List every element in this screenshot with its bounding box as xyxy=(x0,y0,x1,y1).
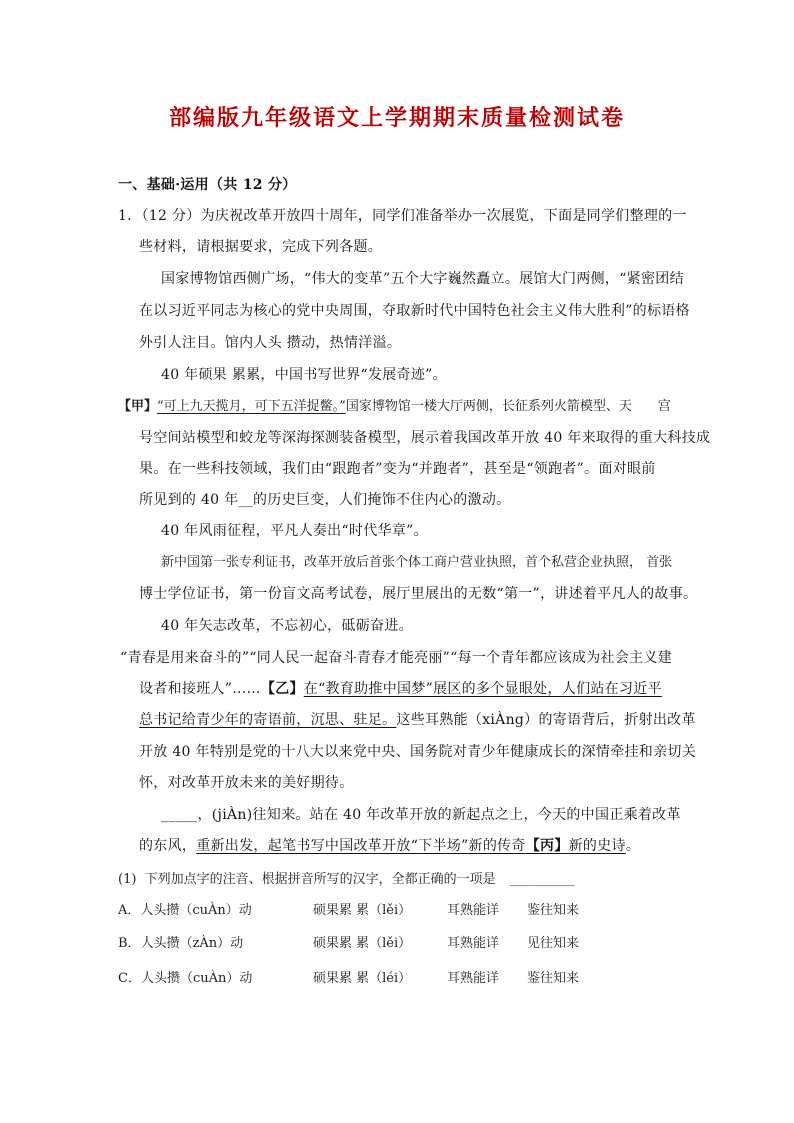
part-a-line-2: 号空间站模型和蛟龙等深海探测装备模型，展示着我国改革开放 40 年来取得的重大科技成 xyxy=(139,430,711,446)
part-b-heading: 40 年风雨征程，平凡人奏出“时代华章”。 xyxy=(161,523,428,539)
closing-line-2-underlined-end: 新的史诗 xyxy=(568,838,626,854)
part-a-line-1 xyxy=(118,397,671,417)
closing-line-2-underlined: 重新出发，起笔书写中国改革开放“下半场”新的传奇 xyxy=(196,838,526,854)
option-label: B． xyxy=(118,936,141,951)
option-word-2: 硕果累 累（lěi） xyxy=(313,936,412,951)
part-a-heading: 40 年硕果 累累，中国书写世界“发展奇迹”。 xyxy=(161,367,447,383)
option-word-2: 硕果累 累（léi） xyxy=(313,971,412,986)
option-word-4: 见往知来 xyxy=(527,936,580,951)
intro-line-2: 在以习近平同志为核心的党中央周围，夺取新时代中国特色社会主义伟大胜利”的标语格 xyxy=(139,303,690,319)
option-word-2: 硕果累 累（lěi） xyxy=(313,903,412,918)
marker-yi: 【乙】 xyxy=(260,681,304,697)
sub-question-1-prompt: (1) 下列加点字的注音、根据拼音所写的汉字，全都正确的一项是 xyxy=(118,872,496,887)
intro-line-1: 国家博物馆西侧广场，“伟大的变革”五个大字巍然矗立。展馆大门两侧，“紧密团结 xyxy=(161,271,684,287)
option-word-4: 鉴往知来 xyxy=(527,971,580,986)
closing-line-1: _____，(jiÀn)往知来。站在 40 年改革开放的新起点之上，今天的中国正乘着改革 xyxy=(161,807,681,823)
option-word-3: 耳熟能详 xyxy=(447,936,500,951)
closing-line-2 xyxy=(139,836,640,856)
part-c-line-5: 怀，对改革开放未来的美好期待。 xyxy=(139,775,354,791)
part-b-line-1: 新中国第一张专利证书，改革开放后首张个体工商户营业执照，首个私营企业执照， 首张 xyxy=(161,555,673,570)
option-b-first xyxy=(118,934,243,954)
part-c-line-1: “青春是用来奋斗的”“同人民一起奋斗青春才能亮丽”“每一个青年都应该成为社会主义建 xyxy=(120,650,673,666)
option-b xyxy=(118,934,678,954)
option-word-1: 人头攒（cuÀn）动 xyxy=(140,971,253,986)
part-c-heading: 40 年矢志改革，不忘初心，砥砺奋进。 xyxy=(161,618,413,634)
question-1-stem-line-1: 1．（12 分）为庆祝改革开放四十周年，同学们准备举办一次展览，下面是同学们整理的一 xyxy=(118,208,687,224)
option-c xyxy=(118,969,678,989)
marker-bing: 【丙】 xyxy=(525,838,569,854)
part-c-line-3-underlined: 总书记给青少年的寄语前，沉思、驻足。 xyxy=(139,712,397,728)
part-c-line-2-lead: 设者和接班人”…… xyxy=(139,681,261,697)
marker-jia: 【甲】 xyxy=(118,399,158,414)
part-a-quote: “可上九天揽月，可下五洋捉鳖。” xyxy=(157,399,346,414)
part-c-line-3-rest: 这些耳熟能（xiÀng）的寄语背后，折射出改革 xyxy=(396,712,696,728)
part-c-line-3 xyxy=(139,710,696,730)
sub-question-1-answer-blank: __________ xyxy=(509,872,575,887)
part-a-line-3: 果。在一些科技领域，我们由“跟跑者”变为“并跑者”，甚至是“领跑者”。面对眼前 xyxy=(139,461,656,477)
sub-question-1 xyxy=(118,870,575,890)
closing-line-2-lead: 的东风， xyxy=(139,838,197,854)
option-label: C． xyxy=(118,971,141,986)
option-c-first xyxy=(118,969,252,989)
question-1-stem-line-2: 些材料，请根据要求，完成下列各题。 xyxy=(139,239,383,255)
part-c-line-4: 开放 40 年特别是党的十八大以来党中央、国务院对青少年健康成长的深情牵挂和亲切关 xyxy=(139,744,697,760)
closing-line-2-end: 。 xyxy=(625,838,641,854)
part-a-line-4: 所见到的 40 年__的历史巨变，人们掩饰不住内心的激动。 xyxy=(139,492,511,508)
option-word-1: 人头攒（zÀn）动 xyxy=(140,936,244,951)
option-word-3: 耳熟能详 xyxy=(447,903,500,918)
part-b-line-2: 博士学位证书，第一份盲文高考试卷，展厅里展出的无数“第一”，讲述着平凡人的故事。 xyxy=(139,586,698,602)
option-word-1: 人头攒（cuÀn）动 xyxy=(140,903,252,918)
section-one-heading: 一、基础·运用（共 12 分） xyxy=(118,177,297,193)
option-word-3: 耳熟能详 xyxy=(447,971,500,986)
option-label: A． xyxy=(118,903,141,918)
intro-line-3: 外引人注目。馆内人头 攒动，热情洋溢。 xyxy=(139,335,402,351)
option-a xyxy=(118,901,678,921)
part-c-line-2-underlined: 在“教育助推中国梦”展区的多个显眼处，人们站在习近平 xyxy=(303,681,662,697)
part-a-line-1-rest: 国家博物馆一楼大厅两侧，长征系列火箭模型、天 宫 xyxy=(345,399,671,414)
option-word-4: 鉴往知来 xyxy=(527,903,580,918)
exam-title: 部编版九年级语文上学期期末质量检测试卷 xyxy=(168,105,625,131)
part-c-line-2 xyxy=(139,679,662,699)
option-a-first xyxy=(118,901,252,921)
